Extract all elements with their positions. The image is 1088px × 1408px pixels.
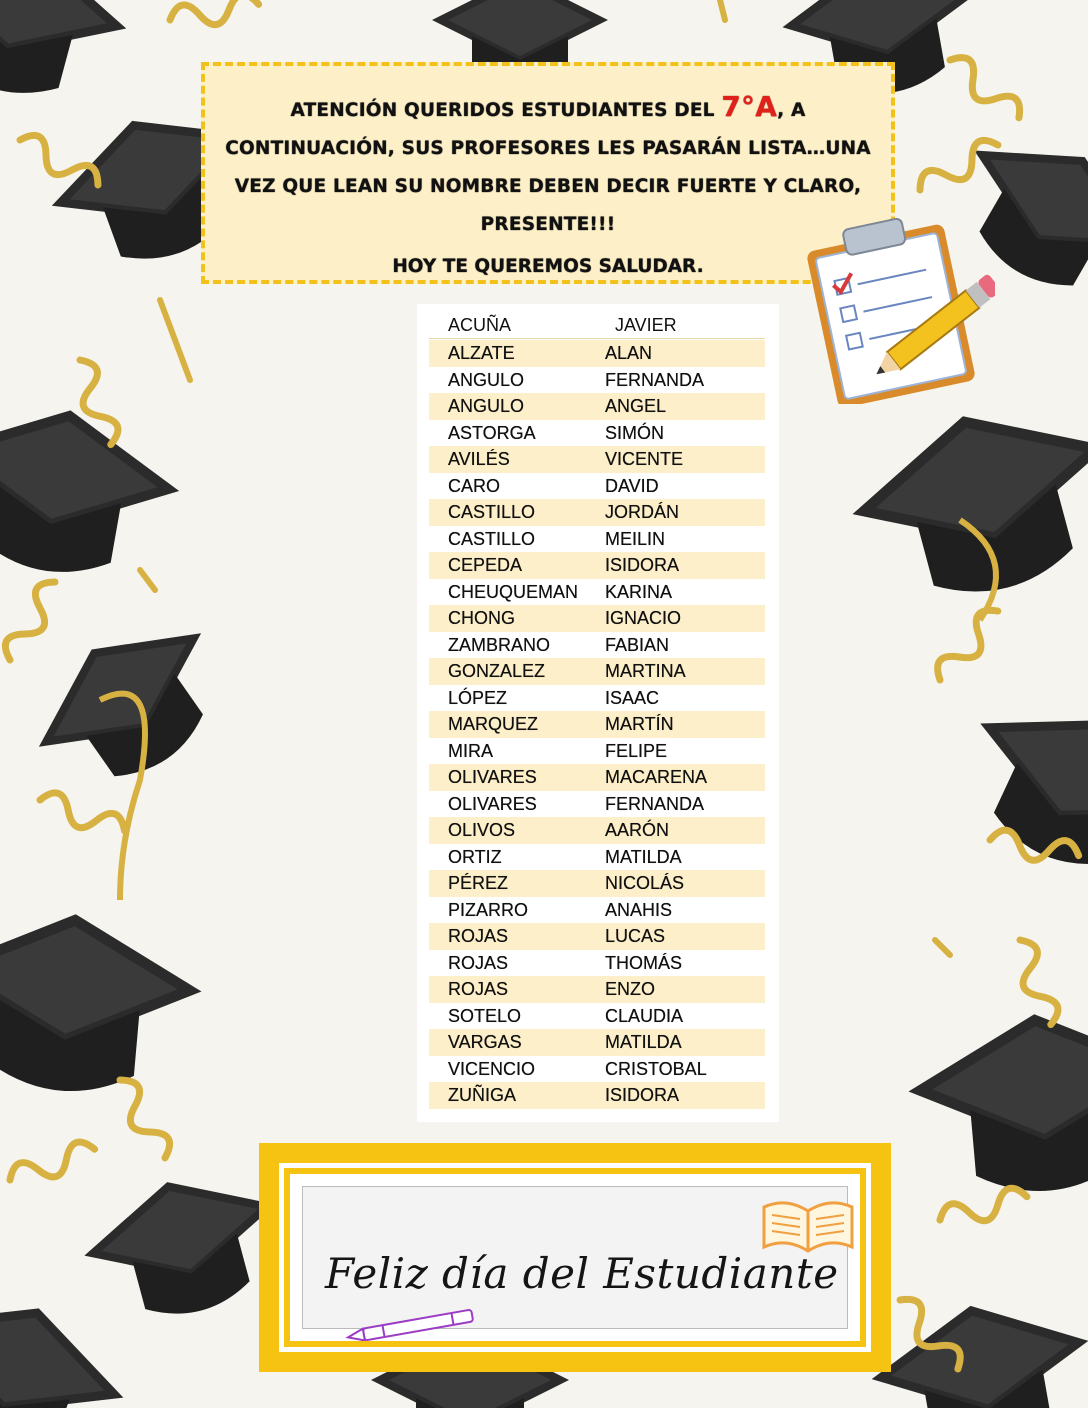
student-name: IGNACIO xyxy=(605,608,682,628)
list-item xyxy=(429,923,765,950)
list-item xyxy=(429,817,765,844)
list-item xyxy=(429,632,765,659)
student-name: MACARENA xyxy=(605,767,708,787)
student-surname: OLIVOS xyxy=(448,820,516,840)
graduation-cap-icon xyxy=(0,1271,142,1408)
notice-subheading: HOY TE QUEREMOS SALUDAR. xyxy=(392,256,704,277)
confetti-streamer-icon xyxy=(6,1137,99,1191)
graduation-cap-icon xyxy=(0,389,190,591)
student-name: CLAUDIA xyxy=(605,1005,684,1026)
list-item xyxy=(429,685,765,712)
list-item xyxy=(429,579,765,606)
list-item xyxy=(429,976,765,1003)
student-surname: SOTELO xyxy=(448,1005,522,1026)
pencil-icon xyxy=(343,1309,493,1341)
student-name: FELIPE xyxy=(605,740,668,761)
student-name: KARINA xyxy=(605,581,673,602)
notice-text-part: ATENCIÓN QUERIDOS ESTUDIANTES DEL xyxy=(290,100,722,121)
list-item xyxy=(429,791,765,818)
list-item xyxy=(429,1082,765,1109)
list-item xyxy=(429,870,765,897)
list-item xyxy=(429,393,765,420)
list-item xyxy=(429,844,765,871)
graduation-cap-icon xyxy=(0,903,207,1102)
student-name: FABIAN xyxy=(605,634,670,655)
student-surname: GONZALEZ xyxy=(448,661,546,681)
list-item xyxy=(429,764,765,791)
list-header-row xyxy=(429,312,765,339)
list-item xyxy=(429,950,765,977)
student-name: ANGEL xyxy=(605,396,667,416)
list-item xyxy=(429,446,765,473)
student-name: MARTINA xyxy=(605,661,686,681)
list-item xyxy=(429,340,765,367)
student-surname: ASTORGA xyxy=(448,422,536,443)
banner-border xyxy=(284,1168,866,1347)
student-surname: VARGAS xyxy=(448,1032,522,1052)
list-item xyxy=(429,367,765,394)
student-surname: MARQUEZ xyxy=(448,714,538,734)
student-name: MEILIN xyxy=(605,528,666,549)
confetti-streamer-icon xyxy=(930,603,1007,688)
student-name: MATILDA xyxy=(605,846,682,867)
student-name: THOMÁS xyxy=(605,952,683,973)
student-surname: ANGULO xyxy=(448,396,525,416)
open-book-icon xyxy=(758,1193,858,1255)
student-name: AARÓN xyxy=(605,820,670,840)
list-item xyxy=(429,658,765,685)
graduation-cap-icon xyxy=(862,1287,1088,1408)
student-surname: PIZARRO xyxy=(448,899,529,920)
student-surname: MIRA xyxy=(448,740,493,761)
student-surname: ORTIZ xyxy=(448,846,502,867)
student-surname: OLIVARES xyxy=(448,793,537,814)
list-item xyxy=(429,1029,765,1056)
graduation-cap-icon xyxy=(941,674,1088,901)
list-item xyxy=(429,1056,765,1083)
student-surname: ROJAS xyxy=(448,926,509,946)
student-name: CRISTOBAL xyxy=(605,1058,707,1079)
notice-message xyxy=(225,88,871,244)
list-item xyxy=(429,738,765,765)
graduation-cap-icon xyxy=(0,0,140,118)
list-item xyxy=(429,552,765,579)
student-surname: CASTILLO xyxy=(448,502,536,522)
student-surname: CHEUQUEMAN xyxy=(448,581,579,602)
list-item xyxy=(429,605,765,632)
graduation-cap-icon xyxy=(903,1003,1088,1202)
list-item xyxy=(429,711,765,738)
list-rows xyxy=(429,340,765,1109)
confetti-streamer-icon xyxy=(937,1185,1030,1232)
course-label: 7°A xyxy=(721,90,778,123)
notice-box xyxy=(201,62,895,284)
student-surname: CHONG xyxy=(448,608,515,628)
student-name: JORDÁN xyxy=(605,502,680,522)
clipboard-checklist-icon xyxy=(795,212,995,404)
list-item xyxy=(429,526,765,553)
student-surname: AVILÉS xyxy=(448,449,510,469)
confetti-streamer-icon xyxy=(168,0,261,32)
student-surname: ZAMBRANO xyxy=(448,634,551,655)
student-surname: LÓPEZ xyxy=(448,687,508,708)
student-surname: ALZATE xyxy=(448,343,515,363)
student-surname: ROJAS xyxy=(448,952,509,973)
student-name: FERNANDA xyxy=(605,793,705,814)
student-list xyxy=(417,304,779,1122)
student-name: MATILDA xyxy=(605,1032,682,1052)
student-name: ENZO xyxy=(605,979,656,999)
confetti-streamer-icon xyxy=(36,788,129,842)
confetti-streamer-icon xyxy=(109,1074,176,1164)
list-item xyxy=(429,420,765,447)
student-surname: PÉREZ xyxy=(448,873,509,893)
notice-text-part: , A CONTINUACIÓN, SUS PROFESORES LES PASARÁN LISTA…UNA VEZ QUE LEAN SU NOMBRE DEBEN DECIR FUERTE Y CLARO, PRESENTE!!! xyxy=(225,100,871,235)
student-name: VICENTE xyxy=(605,449,684,469)
list-item xyxy=(429,473,765,500)
list-item xyxy=(429,897,765,924)
list-item xyxy=(429,1003,765,1030)
greeting-banner xyxy=(259,1143,891,1372)
student-name: ALAN xyxy=(605,343,653,363)
student-name: FERNANDA xyxy=(605,369,705,390)
student-surname: ROJAS xyxy=(448,979,509,999)
student-name: ISIDORA xyxy=(605,555,680,575)
student-surname: CASTILLO xyxy=(448,528,536,549)
student-name: ISAAC xyxy=(605,687,660,708)
student-name: NICOLÁS xyxy=(605,873,685,893)
student-name: DAVID xyxy=(605,475,659,496)
student-surname: ANGULO xyxy=(448,369,525,390)
student-surname: OLIVARES xyxy=(448,767,537,787)
student-name: ISIDORA xyxy=(605,1085,680,1105)
header-surname: ACUÑA xyxy=(448,315,512,335)
graduation-cap-icon xyxy=(835,382,1088,621)
student-name: ANAHIS xyxy=(605,899,673,920)
student-name: LUCAS xyxy=(605,926,666,946)
student-surname: CARO xyxy=(448,475,501,496)
confetti-streamer-icon xyxy=(0,576,66,666)
student-surname: VICENCIO xyxy=(448,1058,536,1079)
banner-title: Feliz día del Estudiante xyxy=(325,1249,839,1298)
confetti-streamer-icon xyxy=(942,50,1027,127)
list-item xyxy=(429,499,765,526)
banner-frame xyxy=(279,1163,871,1352)
student-surname: ZUÑIGA xyxy=(448,1085,517,1105)
student-surname: CEPEDA xyxy=(448,555,523,575)
banner-card xyxy=(302,1186,848,1329)
header-name: JAVIER xyxy=(615,315,677,335)
student-name: MARTÍN xyxy=(605,714,674,734)
student-name: SIMÓN xyxy=(605,422,665,443)
